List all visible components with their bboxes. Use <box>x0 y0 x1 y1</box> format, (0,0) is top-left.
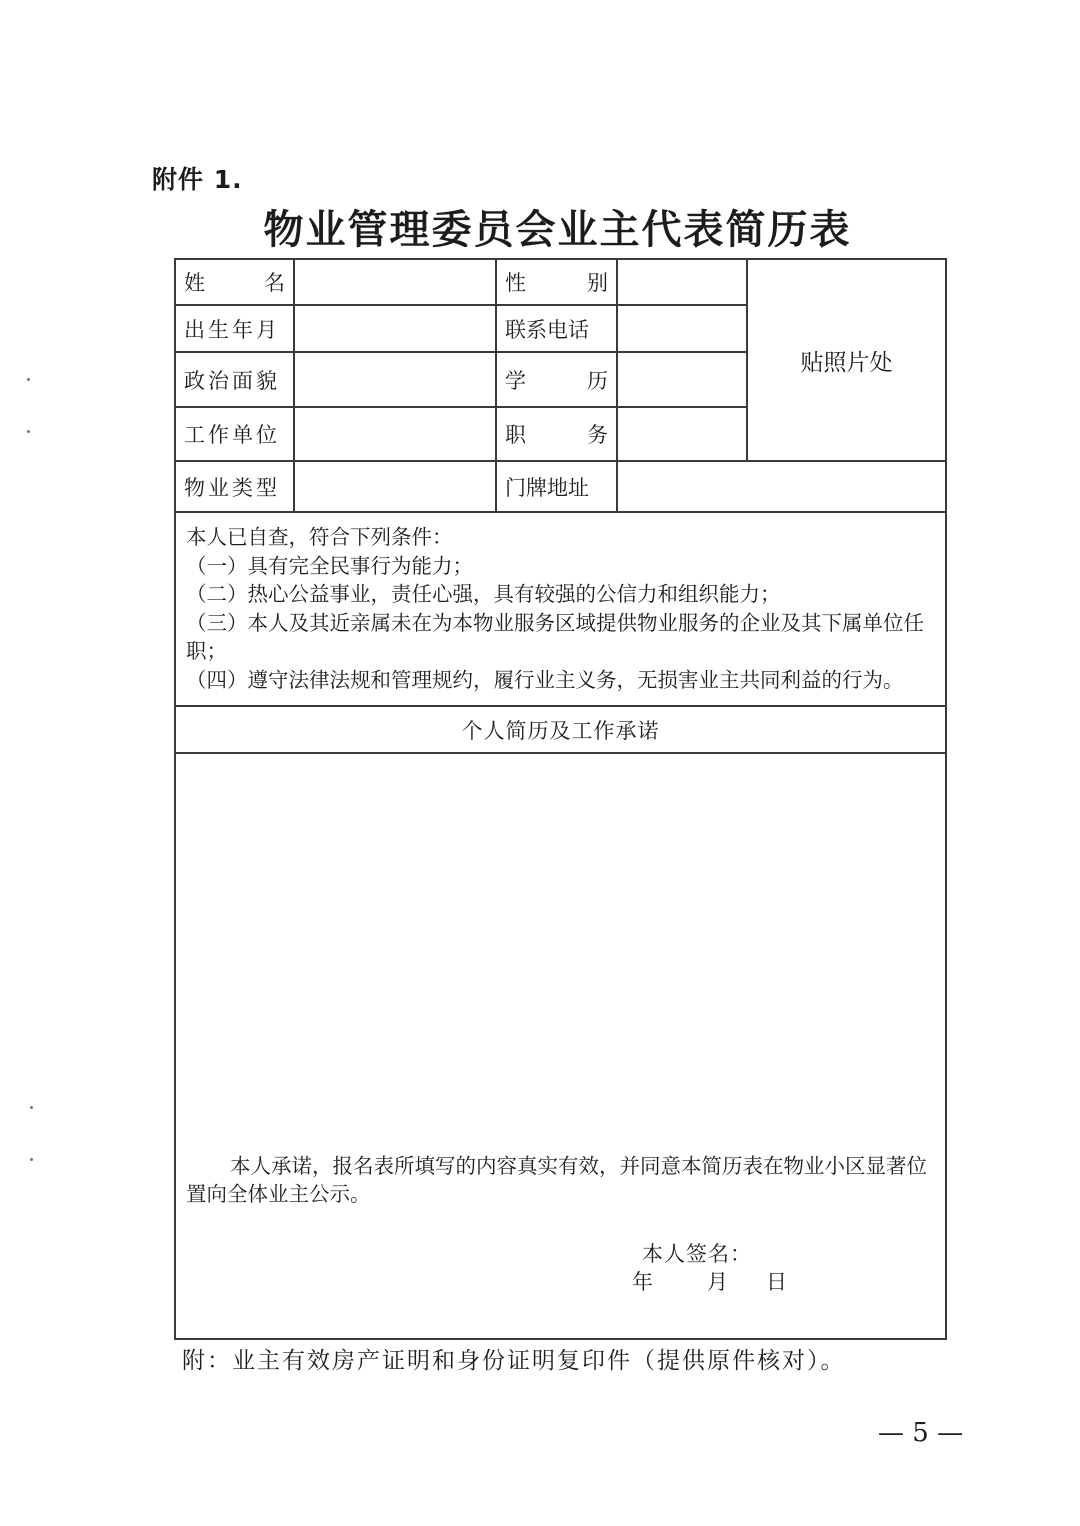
education-field[interactable] <box>617 352 747 407</box>
phone-field[interactable] <box>617 305 747 352</box>
promise-text: 本人承诺，报名表所填写的内容真实有效，并同意本简历表在物业小区显著位置向全体业主公示。 <box>186 1154 927 1206</box>
address-field[interactable] <box>617 461 946 512</box>
label-glyph: 姓 <box>184 271 205 295</box>
political-status-label: 政治面貌 <box>175 352 294 407</box>
property-type-field[interactable] <box>294 461 496 512</box>
position-field[interactable] <box>617 407 747 461</box>
phone-label: 联系电话 <box>496 305 617 352</box>
signature-label: 本人签名： <box>642 1242 752 1266</box>
scan-speck <box>27 430 30 433</box>
birth-field[interactable] <box>294 305 496 352</box>
day-label: 日 <box>766 1270 787 1294</box>
label-glyph: 名 <box>264 271 285 295</box>
document-title: 物业管理委员会业主代表简历表 <box>263 207 852 253</box>
photo-placeholder[interactable] <box>747 259 946 461</box>
year-label: 年 <box>632 1270 653 1294</box>
label-glyph: 性 <box>505 271 526 295</box>
label-glyph: 学 <box>505 368 526 393</box>
education-label-cell <box>496 352 617 407</box>
scan-speck <box>30 1106 33 1109</box>
birth-label: 出生年月 <box>175 305 294 352</box>
label-glyph: 历 <box>587 368 608 393</box>
label-glyph: 职 <box>505 423 526 447</box>
name-field[interactable] <box>294 259 496 305</box>
scan-speck <box>27 378 30 381</box>
gender-label-cell <box>496 259 617 305</box>
condition-item: （二）热心公益事业，责任心强，具有较强的公信力和组织能力； <box>186 582 781 606</box>
political-status-field[interactable] <box>294 352 496 407</box>
label-glyph: 务 <box>587 423 608 447</box>
resume-form-table <box>174 258 947 1340</box>
month-label: 月 <box>707 1270 728 1294</box>
resume-area[interactable] <box>175 753 946 1339</box>
condition-item: （一）具有完全民事行为能力； <box>186 553 473 578</box>
attachment-note: 附：业主有效房产证明和身份证明复印件（提供原件核对）。 <box>182 1348 846 1374</box>
address-label: 门牌地址 <box>496 461 617 512</box>
conditions-section <box>175 512 946 706</box>
condition-item: （三）本人及其近亲属未在为本物业服务区域提供物业服务的企业及其下属单位任职； <box>186 610 924 663</box>
conditions-intro: 本人已自查，符合下列条件： <box>186 525 453 549</box>
page-number: — 5 — <box>878 1418 964 1448</box>
gender-field[interactable] <box>617 259 747 305</box>
attachment-label: 附件 1. <box>152 165 243 194</box>
condition-item: （四）遵守法律法规和管理规约，履行业主义务，无损害业主共同利益的行为。 <box>186 667 904 692</box>
resume-heading: 个人简历及工作承诺 <box>175 706 946 753</box>
label-glyph: 别 <box>587 271 608 295</box>
property-type-label: 物业类型 <box>175 461 294 512</box>
scan-speck <box>30 1158 33 1161</box>
employer-field[interactable] <box>294 407 496 461</box>
employer-label: 工作单位 <box>175 407 294 461</box>
date-line <box>632 1266 787 1296</box>
position-label-cell <box>496 407 617 461</box>
photo-label: 贴照片处 <box>800 350 893 376</box>
name-label-cell <box>175 259 294 305</box>
